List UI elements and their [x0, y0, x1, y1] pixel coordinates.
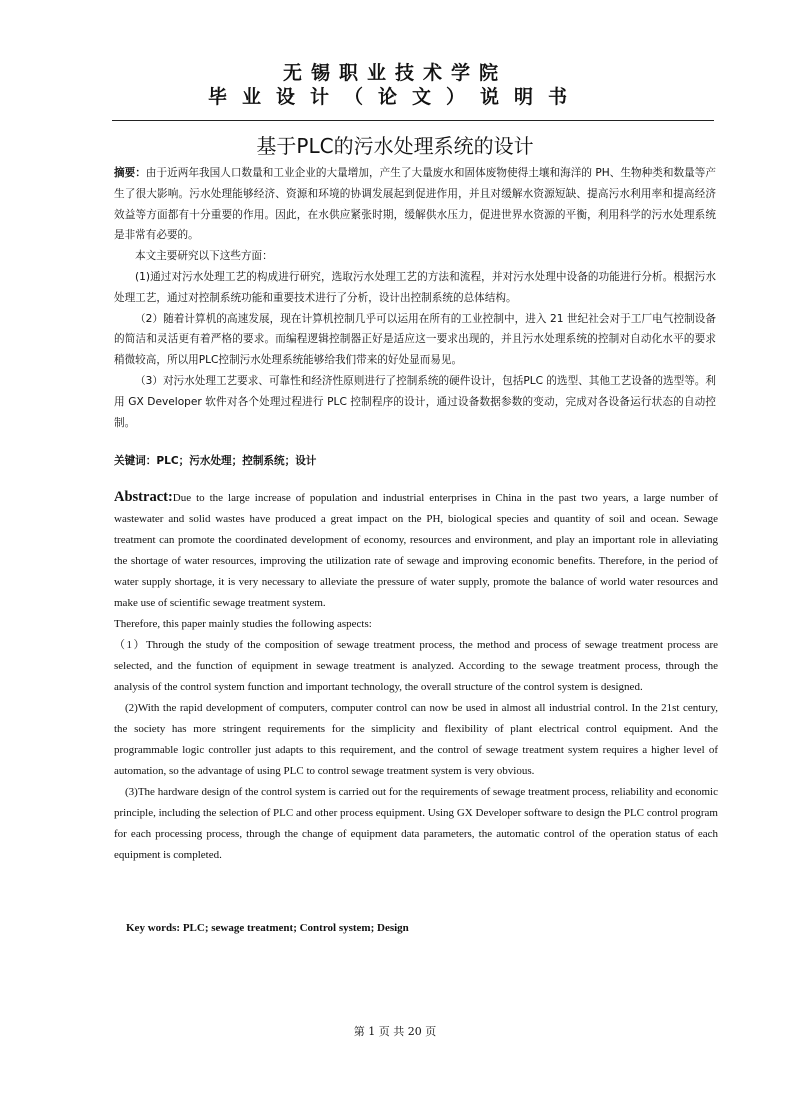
en-abstract-p1: Abstract:Due to the large increase of population and industrial enterprises in China in the past two years, a large number of wastewater and solid wastes have produced a great impact on the PH, biological species and quantity of soil and ocean. Sewage treatment can promote the coordinated development of economy, resources and environment, and play an important role in alleviating the shortage of water resources, improving the utilization rate of sewage and improving economic benefits. Therefore, in the period of water supply shortage, it is very necessary to alleviate the pressure of water supply, promote the balance of world water resources and make use of scientific sewage treatment system.	[114, 489, 718, 609]
en-abstract-p5: (3)The hardware design of the control system is carried out for the requirements of sewage treatment process, reliability and economic principle, including the selection of PLC and other process equipment. Using GX Developer software to design the PLC control program for each processing process, through the change of equipment data parameters, the automatic control of the operation status of each equipment is completed.	[114, 786, 718, 861]
zh-abstract-p4: （2）随着计算机的高速发展，现在计算机控制几乎可以运用在所有的工业控制中，进入 21 世纪社会对于工厂电气控制设备的简洁和灵活更有着严格的要求。而编程逻辑控制器正好是适应这一要求出现的，并且污水处理系统的控制对自动化水平的要求稍微较高，所以用PLC控制污水处理系统能够给我们带来的好处显而易见。	[114, 312, 716, 367]
thesis-title: 基于PLC的污水处理系统的设计	[256, 134, 534, 158]
page-number: 第 1 页 共 20 页	[353, 1025, 437, 1038]
zh-abstract-p3: (1)通过对污水处理工艺的构成进行研究，选取污水处理工艺的方法和流程，并对污水处理中设备的功能进行分析。根据污水处理工艺，通过对控制系统功能和重要技术进行了分析，设计出控制系统的总体结构。	[114, 270, 716, 304]
school-name: 无锡职业技术学院	[282, 62, 507, 84]
zh-abstract-p5: （3）对污水处理工艺要求、可靠性和经济性原则进行了控制系统的硬件设计，包括PLC 的选型、其他工艺设备的选型等。利用 GX Developer 软件对各个处理过程进行 PLC 控制程序的设计，通过设备数据参数的变动，完成对各设备运行状态的自动控制。	[114, 374, 716, 429]
en-abstract-label: Abstract:	[114, 489, 173, 505]
zh-abstract-p1: 摘要：由于近两年我国人口数量和工业企业的大量增加，产生了大量废水和固体废物使得土壤和海洋的 PH、生物种类和数量等产生了很大影响。污水处理能够经济、资源和环境的协调发展起到促进作用，并且对缓解水资源短缺、提高污水利用率和提高经济效益等方面都有十分重要的作用。因此，在水供应紧张时期，缓解供水压力，促进世界水资源的平衡，利用科学的污水处理系统是非常有必要的。	[114, 167, 717, 242]
zh-abstract-p2: 本文主要研究以下这些方面：	[135, 250, 273, 263]
zh-abstract-label: 摘要：	[114, 167, 146, 179]
header-rule	[112, 120, 714, 121]
en-abstract-p4: (2)With the rapid development of computers, computer control can now be used in almost all industrial control. In the 21st century, the society has more stringent requirements for the simplicity and flexibility of plant electrical control equipment. And the programmable logic controller just adapts to this requirement, and the control of sewage treatment system requires a higher level of automation, so the advantage of using PLC to control sewage treatment system is very obvious.	[114, 702, 718, 777]
en-abstract-p3: （1）Through the study of the composition of sewage treatment process, the method and process of sewage treatment process are selected, and the function of equipment in sewage treatment is analyzed. According to the sewage treatment process, through the analysis of the control system function and important technology, the overall structure of the control system is designed.	[114, 639, 718, 693]
document-subtitle: 毕业设计（论文）说明书	[207, 86, 582, 108]
english-abstract	[114, 487, 718, 866]
chinese-keywords: 关键词：PLC；污水处理；控制系统；设计	[114, 455, 317, 467]
english-keywords: Key words: PLC; sewage treatment; Control system; Design	[126, 922, 409, 934]
en-abstract-p2: Therefore, this paper mainly studies the following aspects:	[114, 618, 372, 630]
chinese-abstract	[114, 163, 716, 433]
